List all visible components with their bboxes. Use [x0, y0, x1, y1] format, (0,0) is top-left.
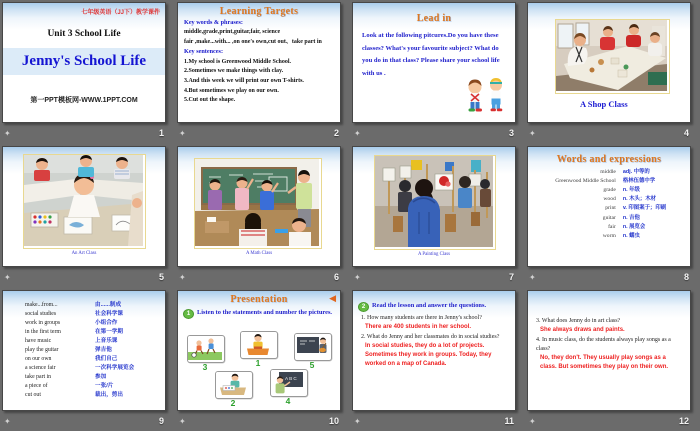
key-sentence: 2.Sometimes we make things with clay.: [184, 68, 284, 75]
phrase-en: on our own: [25, 355, 52, 362]
phrase-row: [25, 319, 134, 328]
photo-caption: An Art Class: [71, 251, 97, 256]
vocab-word: Greenwood Middle School: [555, 177, 616, 184]
slide-11-strip: [352, 413, 516, 429]
key-sentence: 4.But sometimes we play on our own.: [184, 87, 279, 94]
slide-7-strip: [352, 269, 516, 285]
slide-number: 10: [328, 416, 339, 426]
slide-number: 2: [333, 128, 339, 138]
task-instruction: Read the lesson and answer the questions.: [372, 302, 487, 309]
answer: There are 400 students in her school.: [365, 324, 472, 330]
slide-title: Lead in: [416, 13, 452, 24]
phrase-zh: 我们自己: [95, 355, 118, 362]
animation-indicator-icon[interactable]: ✦: [529, 272, 536, 282]
phrase-en: work in groups: [25, 319, 61, 326]
vocab-meaning: 格林伍德中学: [622, 178, 656, 185]
question-answer-block: [528, 291, 690, 372]
vocab-meaning: adj. 中等的: [622, 168, 650, 175]
slide-6-thumbnail[interactable]: [177, 146, 341, 267]
picture-number: 3: [202, 362, 208, 372]
animation-indicator-icon[interactable]: ✦: [4, 272, 11, 282]
cell-3: [350, 0, 525, 144]
abc-teacher-icon: [271, 370, 305, 394]
slide-number: 3: [508, 128, 514, 138]
answer: No, they don't. They usually play songs as a class. But sometimes they play on their own.: [540, 355, 669, 370]
animation-indicator-icon[interactable]: ✦: [529, 416, 536, 426]
slide-number: 4: [683, 128, 689, 138]
learning-targets-body: [178, 17, 340, 106]
animation-indicator-icon[interactable]: ✦: [529, 128, 536, 138]
phrase-zh: 社会科学课: [95, 310, 123, 317]
site-credit: 第一PPT模板网-WWW.1PPT.COM: [30, 97, 138, 104]
phrase-row: [25, 364, 134, 373]
vocab-meaning: n. 年级: [622, 187, 640, 194]
back-arrow-icon[interactable]: ◀: [329, 294, 336, 304]
vocab-word: grade: [603, 187, 616, 194]
vocab-row: [552, 177, 666, 186]
vocab-meaning: n. 木头；木材: [622, 196, 657, 203]
vocab-row: [552, 186, 666, 195]
slide-8-strip: [527, 269, 691, 285]
key-words-label: Key words & phrases:: [184, 19, 243, 26]
slide-3-strip: [352, 125, 516, 141]
slide-title: Presentation: [230, 294, 288, 305]
phrase-en: a science fair: [25, 364, 56, 371]
phrase-row: [25, 391, 134, 400]
vocab-word: middle: [600, 168, 616, 175]
desk-boy-icon: [241, 332, 275, 356]
task-number-badge: 2: [358, 302, 369, 312]
cell-8: [525, 144, 700, 288]
slide-number: 5: [158, 272, 164, 282]
slide-number: 1: [158, 128, 164, 138]
animation-indicator-icon[interactable]: ✦: [354, 416, 361, 426]
phrase-en: have music: [25, 337, 52, 344]
painting-boy-icon: [216, 372, 250, 396]
slide-number: 6: [333, 272, 339, 282]
slide-4-strip: [527, 125, 691, 141]
phrase-row: [25, 337, 134, 346]
animation-indicator-icon[interactable]: ✦: [179, 128, 186, 138]
slide-title: Words and expressions: [556, 154, 662, 165]
slide-9-strip: [2, 413, 166, 429]
cell-1: [0, 0, 175, 144]
cell-11: [350, 288, 525, 431]
cell-4: [525, 0, 700, 144]
picture-number: 4: [285, 396, 291, 406]
vocabulary-table: [552, 168, 666, 241]
cell-7: [350, 144, 525, 288]
question: 1. How many students are there in Jenny's school?: [361, 315, 482, 321]
phrase-en: social studies: [25, 310, 57, 317]
vocab-meaning: v. 印图案于；印刷: [622, 205, 667, 212]
photo-caption: A Shop Class: [580, 99, 628, 109]
vocab-word: fair: [608, 223, 616, 230]
picture-number: 1: [255, 358, 261, 368]
slide-7-thumbnail[interactable]: [352, 146, 516, 267]
phrase-zh: 参加: [95, 373, 107, 380]
task-row: [353, 291, 515, 312]
phrase-zh: 上音乐课: [95, 337, 118, 344]
phrase-row: [25, 373, 134, 382]
vocab-row: [552, 195, 666, 204]
picture-number: 5: [309, 360, 315, 370]
lead-in-text: Look at the following pitcures.Do you have these classes? What's your favourite subject? What do you do in that class? Please share your school life with us .: [362, 32, 500, 77]
task-number-badge: 1: [183, 309, 194, 319]
animation-indicator-icon[interactable]: ✦: [354, 128, 361, 138]
vocab-row: [552, 232, 666, 241]
painting-class-photo: [375, 156, 493, 247]
phrase-zh: 一张/片: [95, 382, 114, 389]
cartoon-kids-illustration: [463, 77, 509, 118]
phrase-zh: 一次科学展览会: [95, 364, 135, 371]
cell-9: [0, 288, 175, 431]
slide-10-thumbnail[interactable]: [177, 290, 341, 411]
animation-indicator-icon[interactable]: ✦: [4, 416, 11, 426]
phrase-en: make...from...: [25, 302, 58, 308]
photo-art-class: [23, 154, 146, 249]
phrase-en: take part in: [25, 373, 52, 380]
unit-heading: Unit 3 School Life: [47, 29, 121, 39]
animation-indicator-icon[interactable]: ✦: [354, 272, 361, 282]
picture-number: 2: [230, 398, 236, 408]
vocab-word: wood: [603, 196, 616, 203]
phrases-table: [25, 301, 134, 400]
animation-indicator-icon[interactable]: ✦: [4, 128, 11, 138]
cell-2: [175, 0, 350, 144]
cell-12: [525, 288, 700, 431]
phrase-en: cut out: [25, 391, 41, 398]
photo-painting-class: [374, 155, 496, 250]
question: 4. In music class, do the students always play songs as a class?: [536, 337, 671, 352]
vocab-row: [552, 168, 666, 177]
cell-5: [0, 144, 175, 288]
soccer-kids-icon: [188, 336, 222, 360]
phrase-en: play the guitar: [25, 346, 59, 353]
slide-2-strip: [177, 125, 341, 141]
watermark-text: 七年级英语（JJ下）教学课件: [81, 10, 160, 16]
task-row: [178, 305, 340, 319]
answer: She always draws and paints.: [540, 327, 625, 333]
key-sentence: 5.Cut out the shape.: [184, 97, 236, 104]
phrase-row: [25, 301, 134, 310]
guitar-board-icon: [295, 334, 329, 358]
vocab-word: worm: [602, 232, 616, 239]
slide-6-strip: [177, 269, 341, 285]
slide-number: 11: [504, 416, 514, 426]
animation-indicator-icon[interactable]: ✦: [179, 272, 186, 282]
slide-9-thumbnail[interactable]: [2, 290, 166, 411]
picture-card-painting-boy[interactable]: [215, 371, 253, 399]
phrase-row: [25, 382, 134, 391]
task-instruction: Listen to the statements and number the pictures.: [197, 309, 333, 316]
kids-icon: [463, 77, 509, 113]
slide-number: 8: [683, 272, 689, 282]
question-answer-block: [353, 312, 515, 369]
key-sentences-label: Key sentences:: [184, 48, 224, 56]
photo-shop-class: [555, 19, 670, 94]
phrase-en: a piece of: [25, 382, 48, 389]
phrase-zh: 小组合作: [95, 319, 118, 326]
phrase-zh: 由......制成: [95, 302, 122, 308]
phrase-zh: 裁出，剪出: [95, 391, 123, 398]
lesson-title: Jenny's School Life: [3, 48, 165, 75]
slide-4-thumbnail[interactable]: [527, 2, 691, 123]
slide-5-strip: [2, 269, 166, 285]
phrase-en: in the first term: [25, 328, 61, 335]
photo-caption: A Painting Class: [418, 252, 450, 257]
vocab-row: [552, 214, 666, 223]
answer: In social studies, they do a lot of projects. Sometimes they work in groups. Today, they worked on a map of Canada.: [365, 343, 492, 367]
board-text: A B C: [285, 376, 297, 381]
slide-2-thumbnail[interactable]: [177, 2, 341, 123]
picture-card-guitar-board[interactable]: [294, 333, 332, 361]
picture-card-abc-teacher[interactable]: [270, 369, 308, 397]
slide-3-thumbnail[interactable]: [352, 2, 516, 123]
photo-math-class: [194, 158, 322, 249]
cell-10: [175, 288, 350, 431]
phrase-row: [25, 355, 134, 364]
cell-6: [175, 144, 350, 288]
vocab-word: guitar: [602, 214, 616, 221]
animation-indicator-icon[interactable]: ✦: [179, 416, 186, 426]
vocab-meaning: n. 吉他: [622, 214, 640, 221]
phrase-zh: 在第一学期: [95, 328, 123, 335]
slide-8-thumbnail[interactable]: [527, 146, 691, 267]
art-class-photo: [24, 155, 143, 246]
vocab-word: print: [605, 205, 616, 212]
vocab-row: [552, 205, 666, 214]
phrase-row: [25, 328, 134, 337]
slide-12-thumbnail[interactable]: [527, 290, 691, 411]
shop-class-photo: [556, 20, 667, 91]
slide-5-thumbnail[interactable]: [2, 146, 166, 267]
slide-number: 12: [678, 416, 689, 426]
math-class-photo: [195, 159, 319, 246]
phrase-row: [25, 346, 134, 355]
slide-10-strip: [177, 413, 341, 429]
phrase-zh: 弹吉他: [95, 346, 112, 353]
vocab-row: [552, 223, 666, 232]
photo-caption: A Math Class: [245, 251, 273, 256]
key-words-line: middle,grade,print,guitar,fair, science: [184, 29, 281, 36]
key-sentence: 1.My school is Greenwood Middle School.: [184, 58, 292, 65]
slide-11-thumbnail[interactable]: [352, 290, 516, 411]
vocab-meaning: n. 蠕虫: [622, 232, 640, 239]
slide-12-strip: [527, 413, 691, 429]
key-sentence: 3.And this week we will print our own T-shirts.: [184, 77, 304, 84]
picture-card-desk-boy[interactable]: [240, 331, 278, 359]
slide-number: 9: [158, 416, 164, 426]
picture-card-soccer[interactable]: [187, 335, 225, 363]
vocab-meaning: n. 展览会: [622, 223, 646, 230]
slide-1-strip: [2, 125, 166, 141]
slide-1-thumbnail[interactable]: [2, 2, 166, 123]
phrase-row: [25, 310, 134, 319]
slide-title: Learning Targets: [219, 6, 299, 17]
slide-number: 7: [508, 272, 514, 282]
key-words-line: fair ,make...with... ,on one's own,cut out、take part in: [184, 38, 322, 45]
question: 2. What do Jenny and her classmates do in social studies?: [361, 334, 500, 340]
question: 3. What does Jenny do in art class?: [536, 318, 621, 324]
